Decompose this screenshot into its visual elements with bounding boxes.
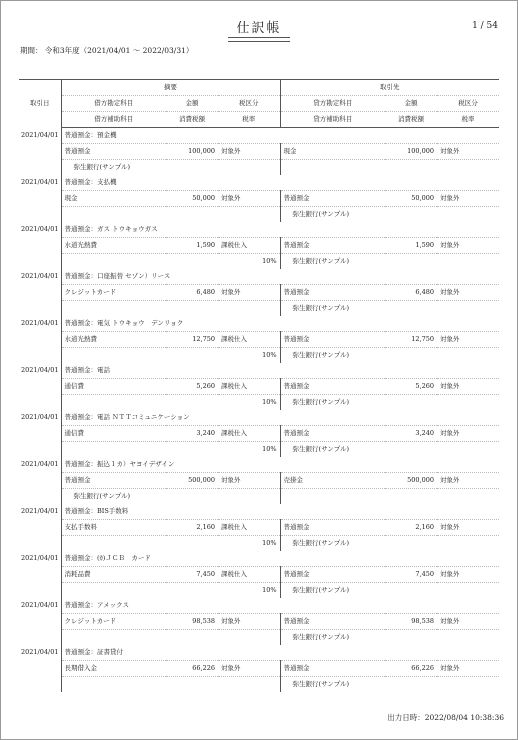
debit-tax-rate: 10% <box>218 583 280 599</box>
entry-date: 2021/04/01 <box>19 457 61 504</box>
debit-sub-account <box>61 630 166 646</box>
debit-sub-account <box>61 254 166 270</box>
debit-tax-category: 対象外 <box>218 614 280 630</box>
debit-tax-category: 対象外 <box>218 473 280 489</box>
credit-tax-rate <box>437 630 499 646</box>
debit-sub-account <box>61 677 166 693</box>
debit-tax-rate <box>218 301 280 317</box>
page-number: 1 / 54 <box>472 21 498 31</box>
debit-tax-category: 課税仕入 <box>218 567 280 583</box>
header-date: 取引日 <box>19 80 61 128</box>
debit-tax-amount <box>166 301 218 317</box>
entry-sub-row <box>19 301 499 317</box>
entry-date: 2021/04/01 <box>19 504 61 551</box>
header-credit-tax-rate: 税率 <box>437 112 499 128</box>
debit-tax-amount <box>166 489 218 505</box>
page-title: 仕訳帳 <box>236 21 282 36</box>
entry-date: 2021/04/01 <box>19 316 61 363</box>
entry-date: 2021/04/01 <box>19 410 61 457</box>
entry-memo: 普通預金：アメックス <box>64 601 130 609</box>
credit-sub-account: 弥生銀行(サンプル) <box>280 677 385 693</box>
entry-date: 2021/04/01 <box>19 222 61 269</box>
header-credit-tax-category: 税区分 <box>437 96 499 112</box>
credit-tax-amount <box>385 677 437 693</box>
debit-tax-category: 課税仕入 <box>218 332 280 348</box>
debit-account: 支払手数料 <box>61 520 166 536</box>
debit-tax-rate <box>218 489 280 505</box>
journal-entry <box>19 175 499 191</box>
header-summary: 摘要 <box>61 80 280 96</box>
credit-sub-account: 弥生銀行(サンプル) <box>280 583 385 599</box>
entry-date: 2021/04/01 <box>19 363 61 410</box>
journal-entry <box>19 363 499 379</box>
credit-sub-account <box>280 160 385 176</box>
entry-sub-row <box>19 630 499 646</box>
entry-date: 2021/04/01 <box>19 598 61 645</box>
credit-tax-category: 対象外 <box>437 614 499 630</box>
header-credit-amount: 金額 <box>385 96 437 112</box>
journal-entry <box>19 222 499 238</box>
journal-entry <box>19 645 499 661</box>
credit-amount: 100,000 <box>385 144 437 160</box>
credit-tax-category: 対象外 <box>437 661 499 677</box>
credit-tax-category: 対象外 <box>437 191 499 207</box>
header-debit-sub: 借方補助科目 <box>61 112 166 128</box>
debit-amount: 500,000 <box>166 473 218 489</box>
credit-tax-rate <box>437 536 499 552</box>
debit-account: 通信費 <box>61 379 166 395</box>
debit-account: 現金 <box>61 191 166 207</box>
credit-account: 普通預金 <box>280 379 385 395</box>
credit-tax-rate <box>437 583 499 599</box>
debit-tax-rate <box>218 677 280 693</box>
debit-amount: 1,590 <box>166 238 218 254</box>
credit-account: 現金 <box>280 144 385 160</box>
entry-main-row <box>19 661 499 677</box>
period-label: 期間： 令和3年度（2021/04/01 ～ 2022/03/31） <box>20 46 194 55</box>
debit-account: 長期借入金 <box>61 661 166 677</box>
entry-main-row <box>19 379 499 395</box>
journal-entry <box>19 316 499 332</box>
entry-memo: 普通預金：振込１カ）ヤヨイデザイン <box>64 460 175 468</box>
debit-account: クレジットカード <box>61 614 166 630</box>
entry-memo: 普通預金：BIS手数料 <box>64 507 129 515</box>
credit-tax-rate <box>437 348 499 364</box>
debit-account: 普通預金 <box>61 144 166 160</box>
credit-amount: 7,450 <box>385 567 437 583</box>
debit-tax-category: 対象外 <box>218 285 280 301</box>
credit-amount: 3,240 <box>385 426 437 442</box>
debit-tax-rate: 10% <box>218 254 280 270</box>
credit-account: 普通預金 <box>280 426 385 442</box>
header-counterparty: 取引先 <box>280 80 499 96</box>
debit-amount: 12,750 <box>166 332 218 348</box>
credit-account: 普通預金 <box>280 520 385 536</box>
credit-sub-account: 弥生銀行(サンプル) <box>280 254 385 270</box>
credit-tax-category: 対象外 <box>437 426 499 442</box>
credit-amount: 6,480 <box>385 285 437 301</box>
credit-tax-rate <box>437 301 499 317</box>
entry-memo: 普通預金：口座振替 セゾン）リース <box>64 272 171 280</box>
entry-date: 2021/04/01 <box>19 551 61 598</box>
entry-main-row <box>19 614 499 630</box>
debit-tax-amount <box>166 583 218 599</box>
credit-amount: 98,538 <box>385 614 437 630</box>
credit-sub-account: 弥生銀行(サンプル) <box>280 442 385 458</box>
entry-memo: 普通預金：電話 <box>64 366 110 374</box>
credit-tax-amount <box>385 442 437 458</box>
debit-tax-category: 対象外 <box>218 191 280 207</box>
entry-main-row <box>19 567 499 583</box>
credit-tax-category: 対象外 <box>437 567 499 583</box>
credit-tax-amount <box>385 489 437 505</box>
header-debit-amount: 金額 <box>166 96 218 112</box>
credit-tax-amount <box>385 160 437 176</box>
entry-main-row <box>19 285 499 301</box>
entry-sub-row <box>19 254 499 270</box>
debit-tax-category: 課税仕入 <box>218 238 280 254</box>
credit-tax-amount <box>385 395 437 411</box>
credit-tax-rate <box>437 677 499 693</box>
journal-entry <box>19 269 499 285</box>
debit-account: 普通預金 <box>61 473 166 489</box>
debit-amount: 2,160 <box>166 520 218 536</box>
credit-amount: 5,260 <box>385 379 437 395</box>
entry-sub-row <box>19 207 499 223</box>
credit-tax-category: 対象外 <box>437 520 499 536</box>
debit-tax-rate <box>218 207 280 223</box>
journal-entry <box>19 457 499 473</box>
credit-tax-rate <box>437 254 499 270</box>
credit-tax-amount <box>385 583 437 599</box>
journal-entry <box>19 504 499 520</box>
journal-entry <box>19 598 499 614</box>
entry-sub-row <box>19 583 499 599</box>
entry-main-row <box>19 238 499 254</box>
credit-amount: 500,000 <box>385 473 437 489</box>
entry-sub-row <box>19 489 499 505</box>
debit-tax-rate: 10% <box>218 395 280 411</box>
debit-sub-account <box>61 442 166 458</box>
entry-sub-row <box>19 395 499 411</box>
credit-tax-category: 対象外 <box>437 379 499 395</box>
credit-account: 売掛金 <box>280 473 385 489</box>
credit-tax-amount <box>385 254 437 270</box>
entry-sub-row <box>19 677 499 693</box>
debit-tax-amount <box>166 395 218 411</box>
entry-sub-row <box>19 160 499 176</box>
credit-sub-account: 弥生銀行(サンプル) <box>280 348 385 364</box>
entry-memo: 普通預金：支払機 <box>64 178 117 186</box>
debit-tax-amount <box>166 536 218 552</box>
debit-amount: 98,538 <box>166 614 218 630</box>
entry-main-row <box>19 332 499 348</box>
header-credit-tax-amount: 消費税額 <box>385 112 437 128</box>
debit-sub-account <box>61 395 166 411</box>
entry-date: 2021/04/01 <box>19 269 61 316</box>
debit-tax-category: 課税仕入 <box>218 379 280 395</box>
credit-tax-rate <box>437 395 499 411</box>
debit-tax-amount <box>166 630 218 646</box>
entry-main-row <box>19 144 499 160</box>
debit-account: 水道光熱費 <box>61 238 166 254</box>
entry-memo: 普通預金：(ｶ)ＪＣＢ カード <box>64 554 151 562</box>
debit-tax-rate <box>218 160 280 176</box>
credit-tax-category: 対象外 <box>437 238 499 254</box>
credit-account: 普通預金 <box>280 238 385 254</box>
entry-main-row <box>19 473 499 489</box>
credit-amount: 2,160 <box>385 520 437 536</box>
credit-amount: 50,000 <box>385 191 437 207</box>
credit-amount: 1,590 <box>385 238 437 254</box>
debit-amount: 66,226 <box>166 661 218 677</box>
journal-entry <box>19 128 499 144</box>
title-underline <box>228 37 290 42</box>
entry-main-row <box>19 426 499 442</box>
debit-tax-category: 対象外 <box>218 144 280 160</box>
credit-account: 普通預金 <box>280 614 385 630</box>
credit-tax-category: 対象外 <box>437 473 499 489</box>
debit-sub-account <box>61 348 166 364</box>
entry-sub-row <box>19 442 499 458</box>
credit-tax-category: 対象外 <box>437 285 499 301</box>
header-debit-tax-amount: 消費税額 <box>166 112 218 128</box>
entry-sub-row <box>19 536 499 552</box>
debit-account: 消耗品費 <box>61 567 166 583</box>
credit-amount: 12,750 <box>385 332 437 348</box>
credit-amount: 66,226 <box>385 661 437 677</box>
credit-account: 普通預金 <box>280 285 385 301</box>
debit-tax-amount <box>166 348 218 364</box>
entry-memo: 普通預金：ガス トウキョウガス <box>64 225 158 233</box>
debit-sub-account: 弥生銀行(サンプル) <box>61 489 166 505</box>
debit-account: 通信費 <box>61 426 166 442</box>
entry-memo: 普通預金：証書貸付 <box>64 648 123 656</box>
debit-sub-account: 弥生銀行(サンプル) <box>61 160 166 176</box>
entry-memo: 普通預金：電気 トウキョウ デンリョク <box>64 319 184 327</box>
credit-account: 普通預金 <box>280 332 385 348</box>
debit-tax-amount <box>166 677 218 693</box>
credit-tax-rate <box>437 442 499 458</box>
entry-main-row <box>19 191 499 207</box>
header-debit-tax-rate: 税率 <box>218 112 280 128</box>
entry-date: 2021/04/01 <box>19 128 61 176</box>
entry-main-row <box>19 520 499 536</box>
credit-tax-rate <box>437 207 499 223</box>
credit-tax-category: 対象外 <box>437 144 499 160</box>
credit-tax-amount <box>385 348 437 364</box>
header-credit-account: 貸方勘定科目 <box>280 96 385 112</box>
debit-account: クレジットカード <box>61 285 166 301</box>
debit-amount: 5,260 <box>166 379 218 395</box>
debit-tax-amount <box>166 207 218 223</box>
entry-date: 2021/04/01 <box>19 175 61 222</box>
entry-date: 2021/04/01 <box>19 645 61 692</box>
entry-memo: 普通預金：電話 ＮＴＴコミュニケーション <box>64 413 190 421</box>
debit-amount: 6,480 <box>166 285 218 301</box>
credit-tax-category: 対象外 <box>437 332 499 348</box>
debit-tax-amount <box>166 442 218 458</box>
debit-tax-rate <box>218 630 280 646</box>
debit-tax-rate: 10% <box>218 348 280 364</box>
debit-amount: 50,000 <box>166 191 218 207</box>
credit-sub-account: 弥生銀行(サンプル) <box>280 395 385 411</box>
debit-tax-rate: 10% <box>218 536 280 552</box>
journal-entry <box>19 551 499 567</box>
debit-amount: 7,450 <box>166 567 218 583</box>
debit-tax-category: 課税仕入 <box>218 426 280 442</box>
debit-amount: 3,240 <box>166 426 218 442</box>
debit-amount: 100,000 <box>166 144 218 160</box>
debit-sub-account <box>61 536 166 552</box>
debit-tax-category: 対象外 <box>218 661 280 677</box>
credit-tax-rate <box>437 489 499 505</box>
credit-account: 普通預金 <box>280 191 385 207</box>
credit-sub-account: 弥生銀行(サンプル) <box>280 536 385 552</box>
debit-sub-account <box>61 583 166 599</box>
credit-tax-amount <box>385 207 437 223</box>
debit-tax-amount <box>166 160 218 176</box>
debit-tax-category: 課税仕入 <box>218 520 280 536</box>
credit-tax-amount <box>385 536 437 552</box>
credit-sub-account: 弥生銀行(サンプル) <box>280 301 385 317</box>
journal-entry <box>19 410 499 426</box>
credit-tax-amount <box>385 630 437 646</box>
entry-sub-row <box>19 348 499 364</box>
credit-tax-rate <box>437 160 499 176</box>
credit-account: 普通預金 <box>280 661 385 677</box>
credit-sub-account: 弥生銀行(サンプル) <box>280 207 385 223</box>
printed-timestamp: 出力日時：2022/08/04 10:38:36 <box>387 713 504 722</box>
debit-account: 水道光熱費 <box>61 332 166 348</box>
credit-sub-account: 弥生銀行(サンプル) <box>280 630 385 646</box>
debit-sub-account <box>61 207 166 223</box>
header-debit-account: 借方勘定科目 <box>61 96 166 112</box>
credit-account: 普通預金 <box>280 567 385 583</box>
journal-table <box>19 79 499 692</box>
debit-tax-rate: 10% <box>218 442 280 458</box>
credit-sub-account <box>280 489 385 505</box>
debit-sub-account <box>61 301 166 317</box>
debit-tax-amount <box>166 254 218 270</box>
header-credit-sub: 貸方補助科目 <box>280 112 385 128</box>
entry-memo: 普通預金：預金機 <box>64 131 117 139</box>
credit-tax-amount <box>385 301 437 317</box>
header-debit-tax-category: 税区分 <box>218 96 280 112</box>
